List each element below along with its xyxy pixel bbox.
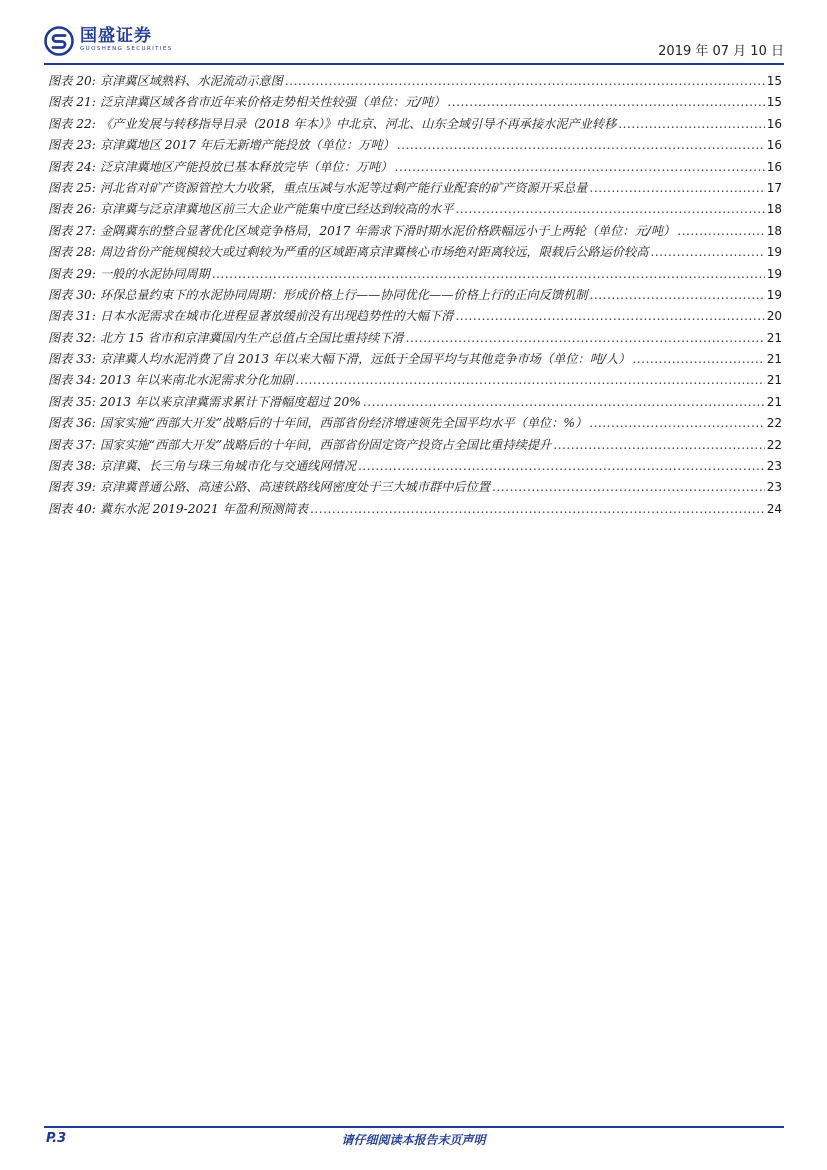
toc-leader-dots	[590, 288, 765, 302]
toc-leader-dots	[618, 117, 764, 131]
toc-leader-dots	[650, 245, 764, 259]
toc-figure-number: 图表 27:	[48, 223, 96, 238]
toc-entry[interactable]	[48, 115, 782, 136]
toc-entry[interactable]	[48, 93, 782, 114]
toc-leader-dots	[492, 480, 765, 494]
toc-figure-title: 国家实施“西部大开发”战略后的十年间，西部省份经济增速领先全国平均水平（单位：%）	[100, 416, 588, 431]
toc-entry[interactable]	[48, 307, 782, 328]
toc-figure-number: 图表 25:	[48, 180, 96, 195]
toc-figure-title: 北方 15 省市和京津冀国内生产总值占全国比重持续下滑	[100, 330, 404, 345]
toc-figure-title: 周边省份产能规模较大或过剩较为严重的区域距离京津冀核心市场绝对距离较远，限载后公路运价较高	[100, 245, 649, 260]
toc-page-number: 23	[766, 459, 782, 474]
toc-figure-number: 图表 28:	[48, 245, 96, 260]
toc-entry[interactable]	[48, 457, 782, 478]
toc-entry[interactable]	[48, 436, 782, 457]
toc-figure-number: 图表 40:	[48, 501, 96, 516]
disclaimer-note: 请仔细阅读本报告末页声明	[341, 1133, 486, 1147]
toc-page-number: 16	[766, 159, 782, 174]
toc-figure-number: 图表 24:	[48, 159, 96, 174]
toc-page-number: 21	[766, 373, 782, 388]
toc-page-number: 22	[766, 416, 782, 431]
toc-figure-title: 泛京津冀地区产能投放已基本释放完毕（单位：万吨）	[100, 159, 393, 174]
toc-figure-number: 图表 34:	[48, 373, 96, 388]
toc-leader-dots	[455, 309, 764, 323]
toc-leader-dots	[447, 95, 764, 109]
toc-leader-dots	[295, 373, 764, 387]
toc-figure-number: 图表 30:	[48, 287, 96, 302]
toc-figure-number: 图表 38:	[48, 459, 96, 474]
toc-page-number: 24	[766, 501, 782, 516]
toc-leader-dots	[590, 181, 765, 195]
report-date: 2019 年 07 月 10 日	[658, 44, 784, 59]
toc-figure-number: 图表 29:	[48, 266, 96, 281]
toc-page-number: 16	[766, 138, 782, 153]
toc-leader-dots	[363, 395, 765, 409]
toc-leader-dots	[553, 438, 765, 452]
header-divider	[44, 63, 784, 65]
toc-entry[interactable]	[48, 243, 782, 264]
toc-leader-dots	[677, 224, 764, 238]
toc-leader-dots	[455, 202, 764, 216]
toc-entry[interactable]	[48, 329, 782, 350]
toc-page-number: 18	[766, 223, 782, 238]
toc-figure-number: 图表 32:	[48, 330, 96, 345]
toc-figure-number: 图表 20:	[48, 74, 96, 88]
toc-page-number: 16	[766, 116, 782, 131]
toc-page-number: 22	[766, 437, 782, 452]
toc-page-number: 19	[766, 266, 782, 281]
toc-entry[interactable]	[48, 136, 782, 157]
toc-entry[interactable]	[48, 414, 782, 435]
toc-entry[interactable]	[48, 371, 782, 392]
toc-figure-number: 图表 37:	[48, 437, 96, 452]
page-header	[44, 22, 784, 64]
toc-page-number: 21	[766, 330, 782, 345]
toc-figure-number: 图表 33:	[48, 352, 96, 367]
toc-page-number: 21	[766, 394, 782, 409]
toc-figure-title: 金隅冀东的整合显著优化区域竞争格局，2017 年需求下滑时期水泥价格跌幅远小于上两轮（单位：元/吨）	[100, 223, 676, 238]
toc-figure-title: 京津冀与泛京津冀地区前三大企业产能集中度已经达到较高的水平	[100, 202, 454, 217]
toc-figure-title: 《产业发展与转移指导目录（2018 年本）》中北京、河北、山东全域引导不再承接水泥产业转移	[100, 116, 617, 131]
toc-figure-number: 图表 36:	[48, 416, 96, 431]
toc-figure-number: 图表 22:	[48, 116, 96, 131]
toc-page-number: 20	[766, 309, 782, 324]
toc-figure-number: 图表 35:	[48, 394, 96, 409]
toc-page-number: 18	[766, 202, 782, 217]
toc-figure-number: 图表 31:	[48, 309, 96, 324]
logo-chinese-name: 国盛证券	[80, 26, 152, 46]
figure-index-list	[48, 72, 782, 521]
toc-page-number: 23	[766, 480, 782, 495]
toc-entry[interactable]	[48, 158, 782, 179]
toc-entry[interactable]	[48, 222, 782, 243]
toc-figure-title: 河北省对矿产资源管控大力收紧，重点压减与水泥等过剩产能行业配套的矿产资源开采总量	[100, 180, 588, 195]
toc-figure-title: 京津冀区域熟料、水泥流动示意图	[100, 74, 283, 88]
toc-leader-dots	[406, 331, 765, 345]
toc-entry[interactable]	[48, 478, 782, 499]
toc-figure-title: 冀东水泥 2019-2021 年盈利预测简表	[100, 501, 308, 516]
logo-english-name: GUOSHENG SECURITIES	[80, 46, 173, 52]
toc-figure-title: 京津冀普通公路、高速公路、高速铁路线网密度处于三大城市群中后位置	[100, 480, 490, 495]
toc-page-number: 21	[766, 352, 782, 367]
toc-entry[interactable]	[48, 200, 782, 221]
page-number: P.3	[46, 1131, 67, 1146]
toc-leader-dots	[589, 416, 765, 430]
toc-entry[interactable]	[48, 72, 782, 93]
toc-figure-number: 图表 21:	[48, 95, 96, 110]
toc-figure-title: 国家实施“西部大开发”战略后的十年间，西部省份固定资产投资占全国比重持续提升	[100, 437, 552, 452]
toc-entry[interactable]	[48, 286, 782, 307]
toc-leader-dots	[358, 459, 765, 473]
toc-figure-title: 京津冀人均水泥消费了自 2013 年以来大幅下滑，远低于全国平均与其他竞争市场（单位：吨/人）	[100, 352, 631, 367]
toc-entry[interactable]	[48, 350, 782, 371]
toc-entry[interactable]	[48, 393, 782, 414]
toc-entry[interactable]	[48, 265, 782, 286]
toc-figure-number: 图表 39:	[48, 480, 96, 495]
toc-leader-dots	[397, 138, 765, 152]
toc-figure-title: 泛京津冀区域各省市近年来价格走势相关性较强（单位：元/吨）	[100, 95, 446, 110]
toc-page-number: 15	[766, 95, 782, 110]
toc-figure-title: 京津冀地区 2017 年后无新增产能投放（单位：万吨）	[100, 138, 395, 153]
toc-leader-dots	[212, 267, 765, 281]
toc-page-number: 19	[766, 245, 782, 260]
guosheng-logo-icon	[44, 26, 74, 56]
company-logo	[44, 26, 173, 56]
toc-figure-title: 一般的水泥协同周期	[100, 266, 210, 281]
toc-figure-title: 京津冀、长三角与珠三角城市化与交通线网情况	[100, 459, 356, 474]
toc-page-number: 15	[766, 74, 782, 88]
toc-entry[interactable]	[48, 179, 782, 200]
toc-leader-dots	[310, 502, 765, 516]
toc-leader-dots	[285, 74, 765, 88]
toc-figure-title: 2013 年以来南北水泥需求分化加剧	[100, 373, 294, 388]
toc-leader-dots	[395, 160, 765, 174]
toc-figure-title: 环保总量约束下的水泥协同周期：形成价格上行——协同优化——价格上行的正向反馈机制	[100, 287, 588, 302]
footer-divider	[44, 1126, 784, 1128]
toc-leader-dots	[632, 352, 764, 366]
toc-figure-number: 图表 23:	[48, 138, 96, 153]
toc-figure-title: 日本水泥需求在城市化进程显著放缓前没有出现趋势性的大幅下滑	[100, 309, 454, 324]
toc-page-number: 17	[766, 180, 782, 195]
toc-page-number: 19	[766, 287, 782, 302]
toc-figure-number: 图表 26:	[48, 202, 96, 217]
toc-figure-title: 2013 年以来京津冀需求累计下滑幅度超过 20%	[100, 394, 361, 409]
toc-entry[interactable]	[48, 500, 782, 521]
